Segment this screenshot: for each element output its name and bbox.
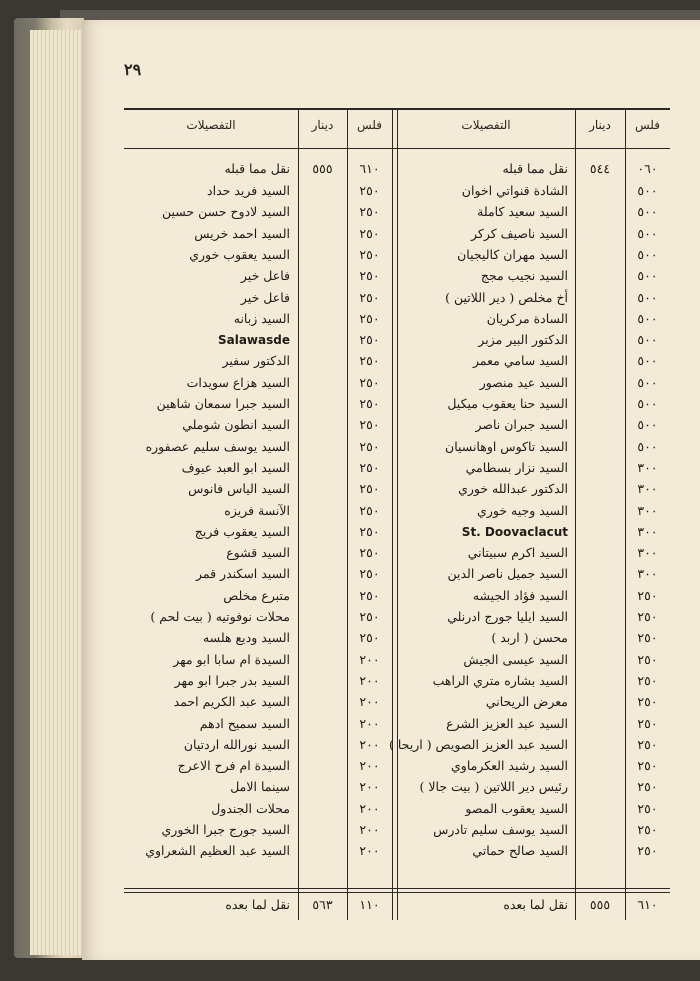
- fils-amount: ٢٥٠: [359, 268, 380, 284]
- donor-name: السيد زبانه: [233, 310, 290, 326]
- left-carried-next-fils: ١١٠: [359, 897, 380, 912]
- fils-amount: ٢٥٠: [359, 566, 380, 582]
- col-divider: [575, 108, 576, 920]
- fils-amount: ٢٥٠: [637, 609, 658, 624]
- right-carried-forward-label: نقل مما قبله: [502, 161, 568, 176]
- donor-name: السيد يعقوب المصو: [465, 800, 568, 816]
- fils-amount: ٥٠٠: [637, 246, 658, 262]
- fils-amount: ٢٠٠: [359, 758, 380, 774]
- donor-name: السيد قشوع: [226, 545, 290, 561]
- donor-name: السيد رشيد العكرماوي: [451, 758, 568, 774]
- fils-amount: ٣٠٠: [637, 481, 658, 497]
- col-divider: [298, 108, 299, 920]
- donor-name: رئيس دير اللاتين ( بيت جالا ): [419, 779, 568, 795]
- donor-name: السيد جورج جبرا الخوري: [161, 822, 290, 837]
- fils-amount: ٢٥٠: [359, 353, 380, 369]
- donor-name: محسن ( اربد ): [491, 630, 568, 646]
- fils-amount: ٢٥٠: [359, 587, 380, 603]
- donor-name: السيد يوسف سليم عصفوره: [145, 438, 290, 454]
- donor-name: السيد يعقوب خوري: [189, 246, 290, 262]
- fils-amount: ٥٠٠: [637, 310, 658, 326]
- donor-name: السيد نجيب مجج: [480, 268, 568, 284]
- donor-name: Salawasde: [217, 333, 290, 348]
- donor-name: الدكتور سفير: [222, 353, 290, 369]
- donor-name: فاعل خير: [240, 289, 290, 305]
- donor-name: السيد عيد منصور: [479, 374, 568, 390]
- donor-name: السيد فؤاد الجيشه: [472, 587, 568, 603]
- donor-name: St. Doovaclacut: [461, 524, 568, 539]
- donor-name: السيد سامي معمر: [473, 353, 568, 369]
- header-fils-left: فلس: [356, 118, 382, 132]
- donor-name: السيد ابو العبد عيوف: [181, 459, 290, 475]
- fils-amount: ٣٠٠: [637, 566, 658, 582]
- donor-name: السيد عبد العظيم الشعراوي: [145, 843, 290, 859]
- fils-amount: ٥٠٠: [637, 225, 658, 241]
- header-dinar-right: دينار: [589, 118, 611, 132]
- fils-amount: ٢٥٠: [359, 204, 380, 220]
- fils-amount: ٢٥٠: [637, 715, 658, 731]
- fils-amount: ٢٥٠: [359, 332, 380, 348]
- right-carried-next-label: نقل لما بعده: [503, 897, 568, 912]
- fils-amount: ٥٠٠: [637, 183, 658, 198]
- donor-name: السيد جبران ناصر: [475, 417, 568, 433]
- donor-name: السيد فريد حداد: [207, 183, 290, 198]
- left-carried-forward-label: نقل مما قبله: [224, 161, 290, 176]
- center-double-divider: [392, 108, 398, 920]
- ledger-table: [124, 108, 670, 920]
- donor-name: السيد انطون شوملي: [182, 417, 290, 433]
- donor-name: فاعل خير: [240, 268, 290, 284]
- left-carried-next-dinar: ٥٦٣: [312, 897, 333, 912]
- donor-name: السيد بشاره متري الراهب: [432, 672, 568, 688]
- right-carried-forward-fils: ٠٦٠: [637, 161, 658, 176]
- donor-name: السيد جبرا سمعان شاهين: [156, 396, 290, 411]
- donor-name: السيد عبد العزيز الصويص ( اريحا ): [389, 736, 568, 752]
- header-fils-right: فلس: [634, 118, 660, 132]
- donor-name: السيد مهران كاليجيان: [457, 246, 568, 262]
- donor-name: السيدة ام سابا ابو مهر: [173, 651, 290, 667]
- fils-amount: ٢٥٠: [637, 822, 658, 837]
- fils-amount: ٥٠٠: [637, 417, 658, 433]
- fils-amount: ٢٠٠: [359, 736, 380, 752]
- fils-amount: ٢٥٠: [359, 417, 380, 433]
- donor-name: السيد سميح ادهم: [199, 715, 290, 731]
- donor-name: السيد تاكوس اوهانسيان: [445, 438, 568, 454]
- header-details-right: التفصيلات: [461, 118, 511, 132]
- donor-name: السيد اسكندر قمر: [195, 566, 290, 582]
- donor-name: محلات الجندول: [211, 800, 290, 816]
- fils-amount: ٢٥٠: [637, 758, 658, 774]
- donor-name: السيدة ام فرح الاعرج: [177, 758, 290, 774]
- fils-amount: ٢٥٠: [359, 225, 380, 241]
- fils-amount: ٢٠٠: [359, 822, 380, 837]
- fils-amount: ٢٠٠: [359, 694, 380, 710]
- fils-amount: ٢٥٠: [359, 481, 380, 497]
- donor-name: الدكتور عبدالله خوري: [458, 481, 568, 497]
- fils-amount: ٥٠٠: [637, 268, 658, 284]
- donor-name: السيد نزار بسطامي: [465, 459, 568, 475]
- fils-amount: ٢٥٠: [359, 438, 380, 454]
- fils-amount: ٥٠٠: [637, 374, 658, 390]
- donor-name: السيد احمد خريس: [194, 225, 290, 241]
- left-carried-forward-dinar: ٥٥٥: [312, 161, 333, 176]
- donor-name: السيد نورالله اردتيان: [183, 736, 290, 752]
- donor-name: السيد وجيه خوري: [477, 502, 568, 518]
- fils-amount: ٢٥٠: [359, 523, 380, 539]
- donor-name: السيد بدر جبرا ابو مهر: [174, 672, 290, 688]
- right-carried-next-dinar: ٥٥٥: [589, 897, 611, 912]
- header-dinar-left: دينار: [311, 118, 334, 132]
- fils-amount: ٢٥٠: [637, 630, 658, 646]
- fils-amount: ٣٠٠: [637, 459, 658, 475]
- donor-name: السيد حنا يعقوب ميكيل: [447, 396, 568, 411]
- fils-amount: ٢٥٠: [359, 310, 380, 326]
- donor-name: السيد الياس فانوس: [188, 481, 290, 497]
- fils-amount: ٢٥٠: [359, 545, 380, 561]
- fils-amount: ٣٠٠: [637, 502, 658, 518]
- fils-amount: ٢٠٠: [359, 779, 380, 795]
- donor-name: السيد جميل ناصر الدين: [447, 566, 568, 582]
- donor-name: السيد اكرم سبيتاني: [467, 545, 568, 561]
- fils-amount: ٥٠٠: [637, 289, 658, 305]
- fils-amount: ٢٥٠: [359, 630, 380, 646]
- fils-amount: ٢٠٠: [359, 715, 380, 731]
- fils-amount: ٥٠٠: [637, 396, 658, 411]
- fils-amount: ٢٠٠: [359, 672, 380, 688]
- donor-name: السيد صالح حماتي: [472, 843, 568, 859]
- fils-amount: ٢٥٠: [359, 609, 380, 624]
- fils-amount: ٢٥٠: [637, 800, 658, 816]
- donor-name: السيد يعقوب فريج: [194, 523, 290, 539]
- fils-amount: ٢٥٠: [637, 672, 658, 688]
- fils-amount: ٢٥٠: [637, 843, 658, 859]
- right-carried-next-fils: ٦١٠: [637, 897, 658, 912]
- fils-amount: ٢٠٠: [359, 651, 380, 667]
- fils-amount: ٢٥٠: [637, 651, 658, 667]
- fils-amount: ٢٥٠: [359, 502, 380, 518]
- left-carried-next-label: نقل لما بعده: [225, 897, 290, 912]
- fils-amount: ٢٥٠: [359, 183, 380, 198]
- donor-name: محلات نوفوتيه ( بيت لحم ): [150, 609, 290, 624]
- donor-name: متبرع مخلص: [223, 587, 290, 603]
- donor-name: الدكتور البير مزبر: [478, 332, 568, 348]
- fils-amount: ٥٠٠: [637, 204, 658, 220]
- donor-name: سينما الامل: [230, 779, 290, 795]
- fils-amount: ٢٠٠: [359, 843, 380, 859]
- fils-amount: ٣٠٠: [637, 545, 658, 561]
- fils-amount: ٢٥٠: [359, 246, 380, 262]
- page-number: ٢٩: [124, 60, 142, 79]
- donor-name: السيد ايليا جورج ادرنلي: [447, 609, 568, 624]
- fils-amount: ٣٠٠: [637, 523, 658, 539]
- fils-amount: ٢٥٠: [359, 459, 380, 475]
- donor-name: السادة مركريان: [486, 310, 568, 326]
- fils-amount: ٢٥٠: [359, 289, 380, 305]
- fils-amount: ٢٥٠: [637, 694, 658, 710]
- fils-amount: ٢٥٠: [637, 587, 658, 603]
- fils-amount: ٥٠٠: [637, 353, 658, 369]
- page-stack: [30, 30, 88, 955]
- donor-name: السيد يوسف سليم تادرس: [433, 822, 568, 837]
- donor-name: الآنسة فريزه: [224, 502, 290, 518]
- donor-name: السيد وديع هلسه: [202, 630, 290, 646]
- left-carried-forward-fils: ٦١٠: [359, 161, 380, 176]
- donor-name: معرض الريحاني: [485, 694, 568, 710]
- fils-amount: ٥٠٠: [637, 332, 658, 348]
- donor-name: الشادة قنواتي اخوان: [461, 183, 568, 198]
- fils-amount: ٢٠٠: [359, 800, 380, 816]
- fils-amount: ٢٥٠: [637, 736, 658, 752]
- donor-name: السيد عبد العزيز الشرع: [446, 715, 568, 731]
- donor-name: السيد ناصيف كركر: [470, 225, 568, 241]
- fils-amount: ٥٠٠: [637, 438, 658, 454]
- fils-amount: ٢٥٠: [359, 374, 380, 390]
- donor-name: أخ مخلص ( دير اللاتين ): [445, 289, 568, 305]
- donor-name: السيد هزاع سويدات: [186, 374, 290, 390]
- right-carried-forward-dinar: ٥٤٤: [589, 161, 611, 176]
- fils-amount: ٢٥٠: [359, 396, 380, 411]
- donor-name: السيد لادوح حسن حسين: [161, 204, 290, 220]
- fils-amount: ٢٥٠: [637, 779, 658, 795]
- donor-name: السيد سعيد كاملة: [477, 204, 568, 220]
- donor-name: السيد عبد الكريم احمد: [173, 694, 290, 710]
- donor-name: السيد عيسى الجيش: [463, 651, 568, 667]
- header-details-left: التفصيلات: [186, 118, 236, 132]
